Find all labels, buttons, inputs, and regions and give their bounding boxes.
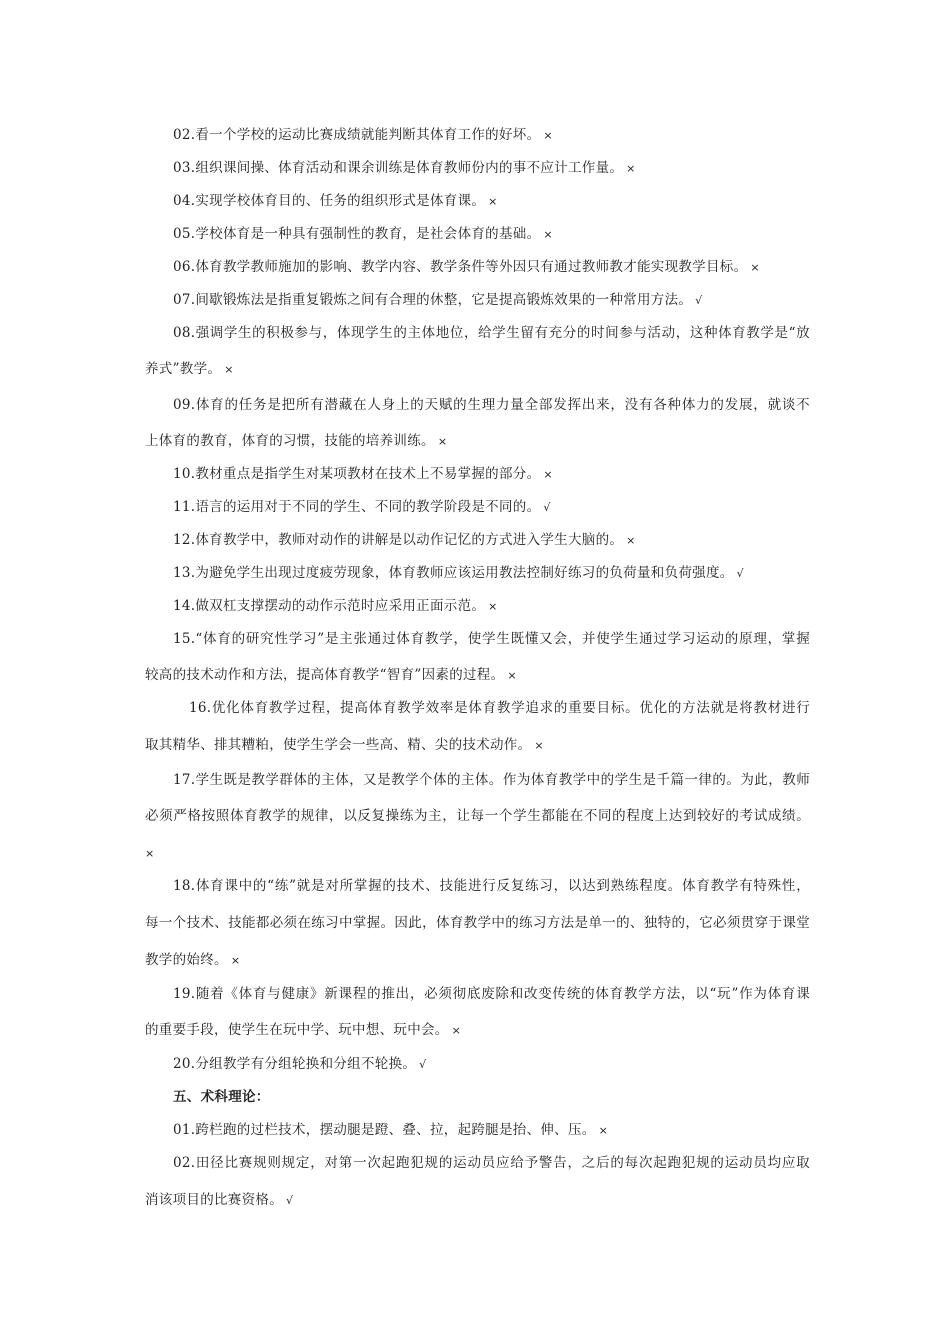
- question-line-continued: [145, 843, 810, 863]
- question-line-continued: 每一个技术、技能都必须在练习中掌握。因此，体育教学中的练习方法是单一的、独特的，它必须贯穿于课堂: [145, 915, 810, 931]
- section-heading: 五、术科理论：: [173, 1089, 270, 1105]
- cross-mark: ×: [750, 261, 760, 274]
- cross-mark: ×: [230, 954, 241, 967]
- cross-mark: ×: [626, 534, 636, 547]
- question-line: 18.体育课中的“练”就是对所掌握的技术、技能进行反复练习，以达到熟练程度。体育教学有特殊性，: [173, 878, 810, 894]
- question-line: 02.看一个学校的运动比赛成绩就能判断其体育工作的好坏。 ×: [173, 127, 553, 143]
- question-line-continued: 消该项目的比赛资格。 √: [145, 1192, 294, 1208]
- check-mark: √: [736, 567, 744, 580]
- question-line: 06.体育教学教师施加的影响、教学内容、教学条件等外因只有通过教师教才能实现教学目标。 ×: [173, 259, 760, 275]
- question-line-continued: 必须严格按照体育教学的规律，以反复操练为主，让每一个学生都能在不同的程度上达到较好的考试成绩。: [145, 808, 810, 824]
- question-line: 08.强调学生的积极参与，体现学生的主体地位，给学生留有充分的时间参与活动，这种体育教学是“放: [173, 325, 810, 341]
- question-line: 05.学校体育是一种具有强制性的教育，是社会体育的基础。 ×: [173, 226, 553, 242]
- question-line: 15.“体育的研究性学习”是主张通过体育教学，使学生既懂又会，并使学生通过学习运动的原理，掌握: [173, 631, 810, 647]
- question-line: 04.实现学校体育目的、任务的组织形式是体育课。 ×: [173, 193, 498, 209]
- cross-mark: ×: [543, 228, 553, 241]
- question-line-continued: 取其精华、排其糟粕，使学生学会一些高、精、尖的技术动作。 ×: [145, 737, 544, 753]
- check-mark: √: [286, 1194, 294, 1207]
- cross-mark: ×: [488, 195, 498, 208]
- cross-mark: ×: [437, 435, 448, 448]
- question-line: 03.组织课间操、体育活动和课余训练是体育教师份内的事不应计工作量。 ×: [173, 160, 636, 176]
- question-line: 11.语言的运用对于不同的学生、不同的教学阶段是不同的。 √: [173, 499, 551, 515]
- cross-mark: ×: [507, 669, 517, 682]
- question-line: 20.分组教学有分组轮换和分组不轮换。 √: [173, 1056, 427, 1072]
- question-line: 17.学生既是教学群体的主体，又是教学个体的主体。作为体育教学中的学生是千篇一律的。为此，教师: [173, 772, 810, 788]
- question-line-continued: 的重要手段，使学生在玩中学、玩中想、玩中会。 ×: [145, 1022, 462, 1038]
- question-line: 02.田径比赛规则规定，对第一次起跑犯规的运动员应给予警告，之后的每次起跑犯规的运动员均应取: [173, 1155, 810, 1171]
- question-line: 01.跨栏跑的过栏技术，摆动腿是蹬、叠、拉，起跨腿是抬、伸、压。 ×: [173, 1122, 609, 1138]
- question-line-continued: 上体育的教育，体育的习惯，技能的培养训练。 ×: [145, 433, 448, 449]
- question-line: 12.体育教学中，教师对动作的讲解是以动作记忆的方式进入学生大脑的。 ×: [173, 532, 636, 548]
- question-line: 09.体育的任务是把所有潜藏在人身上的天赋的生理力量全部发挥出来，没有各种体力的发展，就谈不: [173, 397, 810, 413]
- question-line-continued: 养式”教学。 ×: [145, 361, 234, 377]
- question-line-continued: 较高的技术动作和方法，提高体育教学“智育”因素的过程。 ×: [145, 667, 517, 683]
- cross-mark: ×: [145, 847, 155, 860]
- cross-mark: ×: [543, 468, 553, 481]
- check-mark: √: [419, 1058, 427, 1071]
- question-line: 13.为避免学生出现过度疲劳现象，体育教师应该运用教法控制好练习的负荷量和负荷强度。 √: [173, 565, 744, 581]
- check-mark: √: [543, 501, 551, 514]
- question-line: 14.做双杠支撑摆动的动作示范时应采用正面示范。 ×: [173, 598, 498, 614]
- cross-mark: ×: [488, 600, 498, 613]
- question-line-continued: 教学的始终。 ×: [145, 952, 241, 968]
- question-line: 16.优化体育教学过程，提高体育教学效率是体育教学追求的重要目标。优化的方法就是将教材进行: [189, 700, 810, 716]
- question-line: 07.间歇锻炼法是指重复锻炼之间有合理的休整，它是提高锻炼效果的一种常用方法。 √: [173, 292, 703, 308]
- cross-mark: ×: [534, 739, 544, 752]
- cross-mark: ×: [451, 1024, 462, 1037]
- cross-mark: ×: [224, 363, 234, 376]
- cross-mark: ×: [543, 129, 553, 142]
- check-mark: √: [695, 294, 703, 307]
- cross-mark: ×: [626, 162, 636, 175]
- question-line: 10.教材重点是指学生对某项教材在技术上不易掌握的部分。 ×: [173, 466, 553, 482]
- cross-mark: ×: [598, 1124, 609, 1137]
- question-line: 19.随着《体育与健康》新课程的推出，必须彻底废除和改变传统的体育教学方法，以“玩”作为体育课: [173, 986, 810, 1002]
